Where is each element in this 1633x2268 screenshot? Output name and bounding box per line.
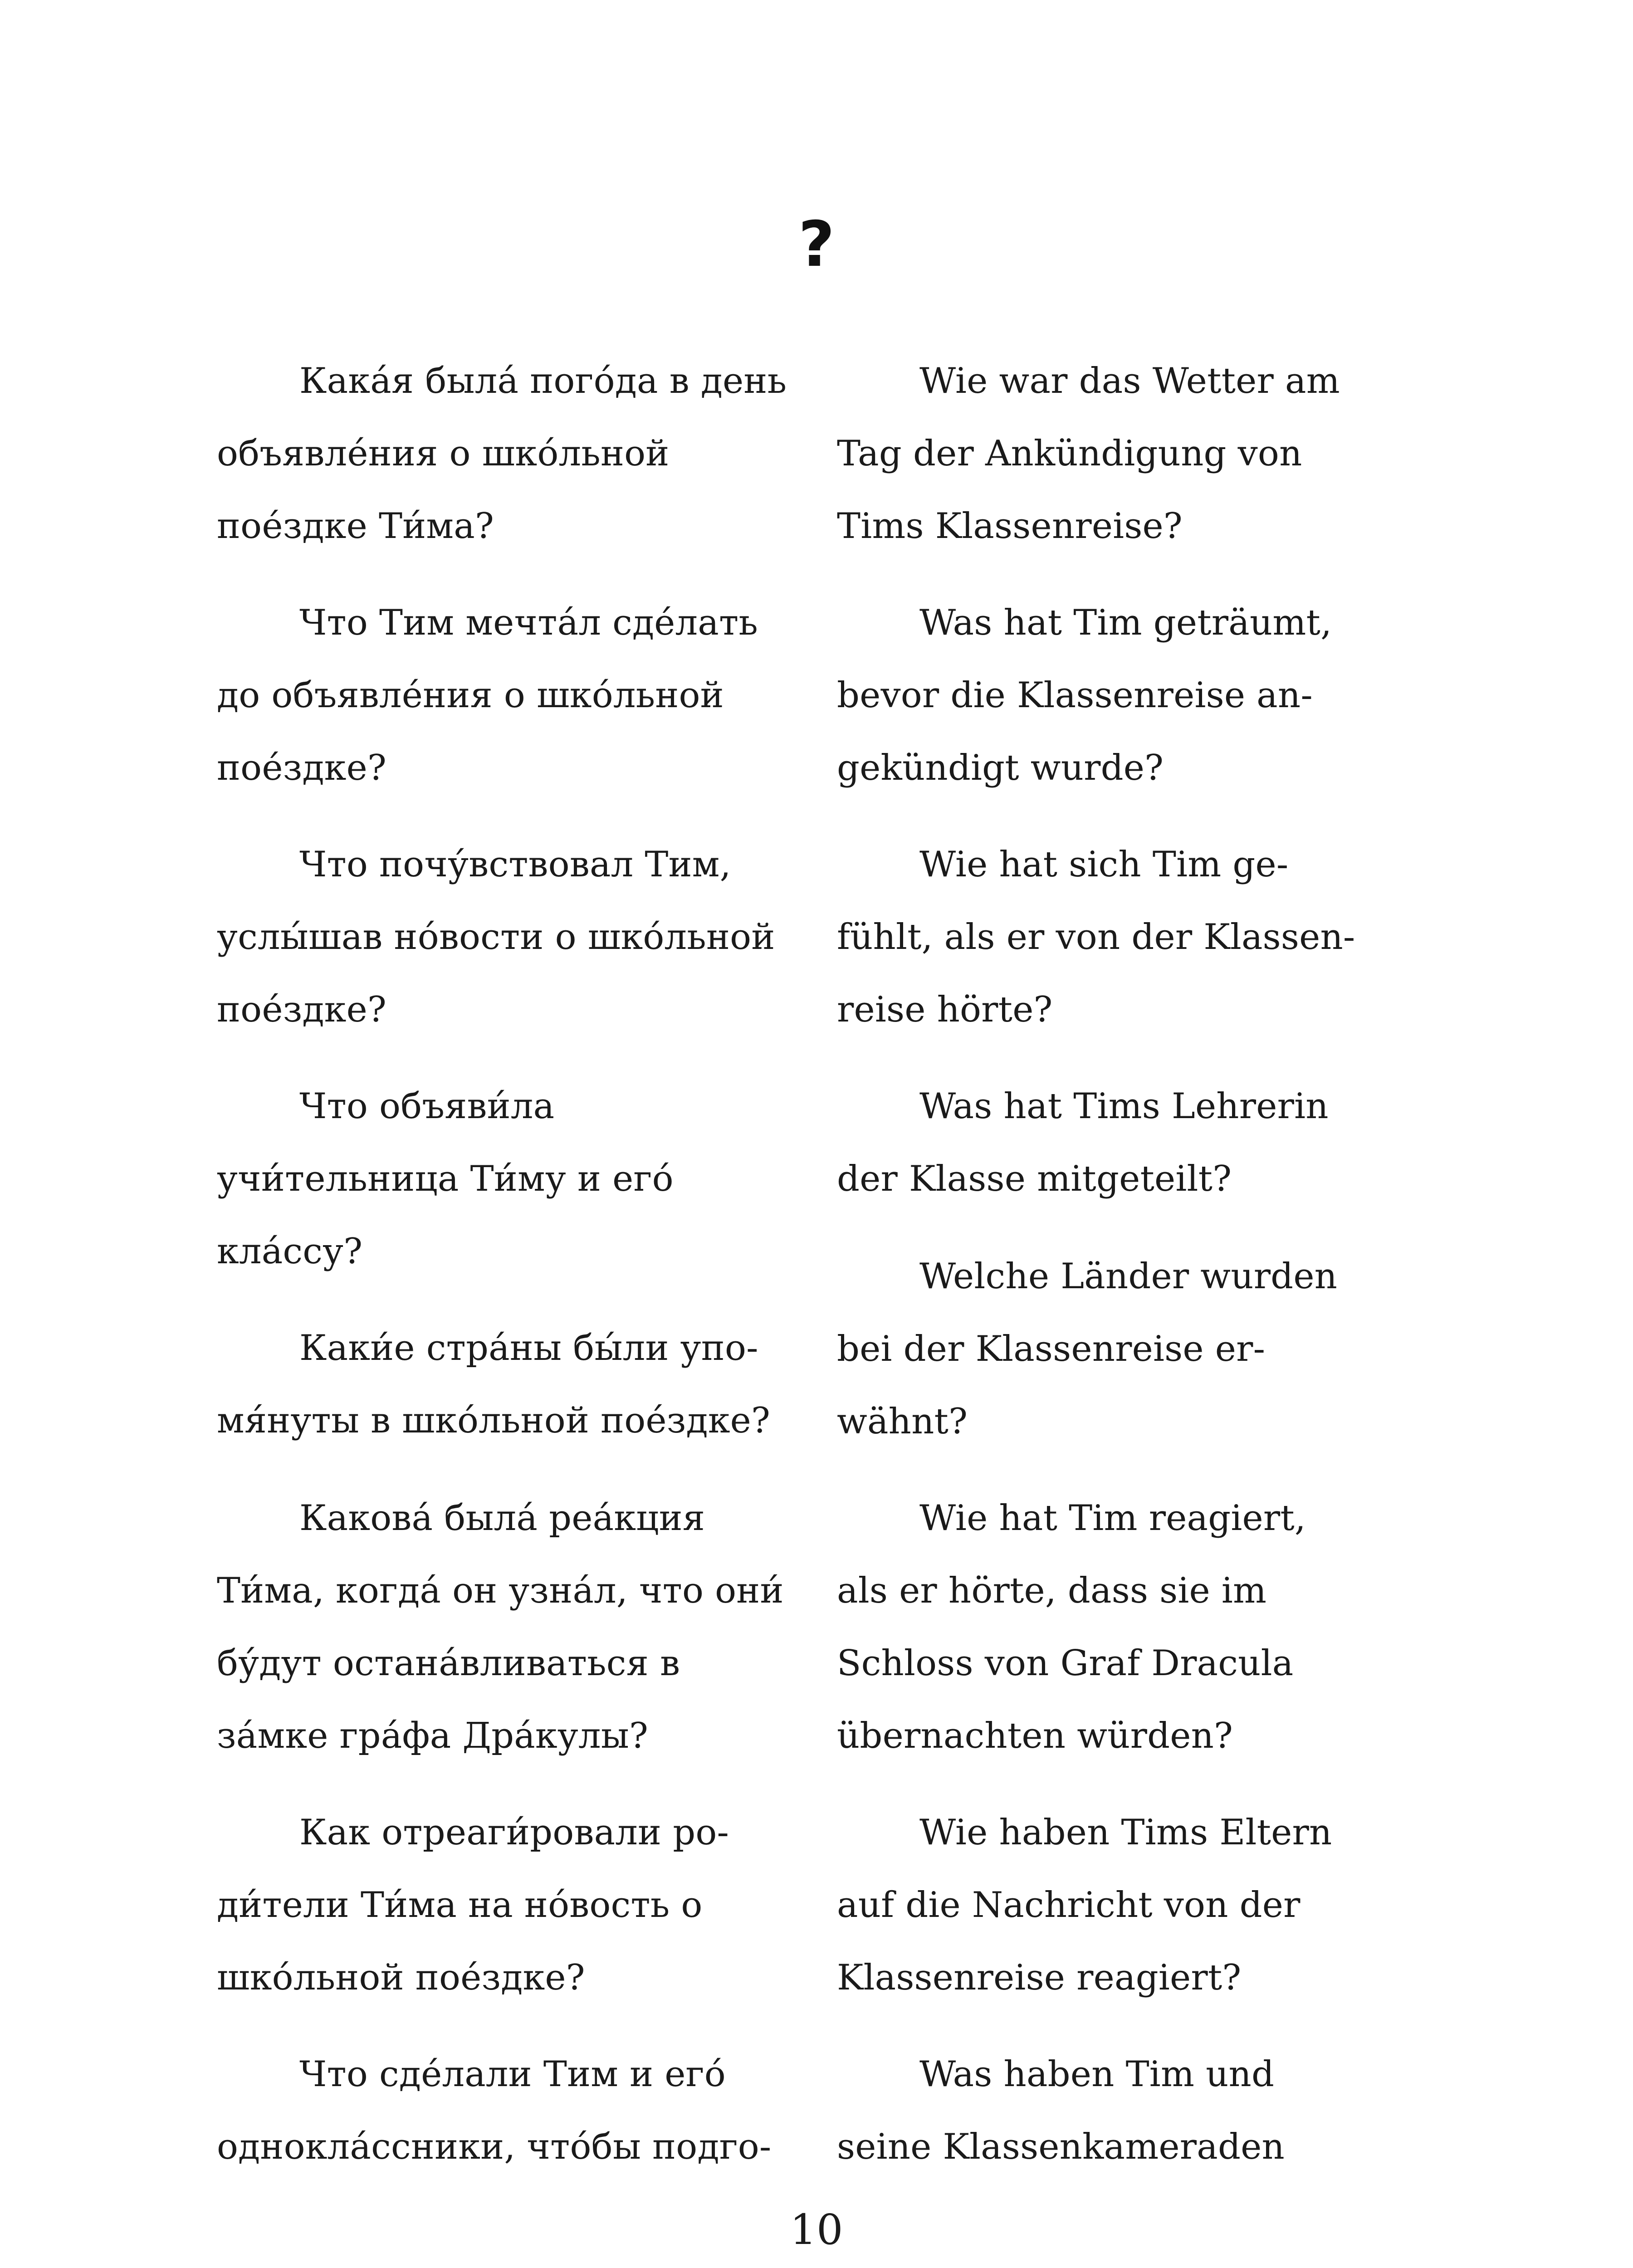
question-de-3: Wie hat sich Tim ge- fühlt, als er von der Klassen- reise hörte? <box>837 844 1355 1030</box>
question-ru-1: Кака́я была́ пого́да в день объявле́ния о шко́льной пое́здке Ти́ма? <box>217 361 787 547</box>
question-de-6: Wie hat Tim reagiert, als er hörte, dass sie im Schloss von Graf Dracula übernachten würden? <box>837 1498 1306 1756</box>
question-de-5: Welche Länder wurden bei der Klassenreise er- wähnt? <box>837 1256 1338 1442</box>
question-de-8: Was haben Tim und seine Klassenkameraden <box>837 2054 1285 2167</box>
question-ru-7: Как отреаги́ровали ро- ди́тели Ти́ма на но́вость о шко́льной пое́здке? <box>217 1812 729 1998</box>
question-de-7: Wie haben Tims Eltern auf die Nachricht von der Klassenreise reagiert? <box>837 1812 1332 1998</box>
question-ru-2: Что Тим мечта́л сде́лать до объявле́ния о шко́льной пое́здке? <box>217 602 758 788</box>
question-ru-4: Что объяви́ла учи́тельница Ти́му и его́ кла́ссу? <box>217 1086 674 1272</box>
question-ru-8: Что сде́лали Тим и его́ однокла́ссники, что́бы подго- <box>217 2054 772 2167</box>
question-ru-6: Какова́ была́ реа́кция Ти́ма, когда́ он узна́л, что они́ бу́дут остана́вливаться в за́мке гра́фа Дра́кулы? <box>217 1498 784 1756</box>
question-ru-5: Каки́е стра́ны бы́ли упо- мя́нуты в шко́льной пое́здке? <box>217 1328 771 1441</box>
question-de-2: Was hat Tim geträumt, bevor die Klassenreise an- gekündigt wurde? <box>837 602 1332 788</box>
question-ru-3: Что почу́вствовал Тим, услы́шав но́вости о шко́льной пое́здке? <box>217 844 775 1030</box>
question-de-4: Was hat Tims Lehrerin der Klasse mitgeteilt? <box>837 1086 1329 1199</box>
page-heading: ? <box>798 208 835 281</box>
page-number: 10 <box>790 2205 843 2254</box>
question-de-1: Wie war das Wetter am Tag der Ankündigung von Tims Klassenreise? <box>837 361 1340 547</box>
